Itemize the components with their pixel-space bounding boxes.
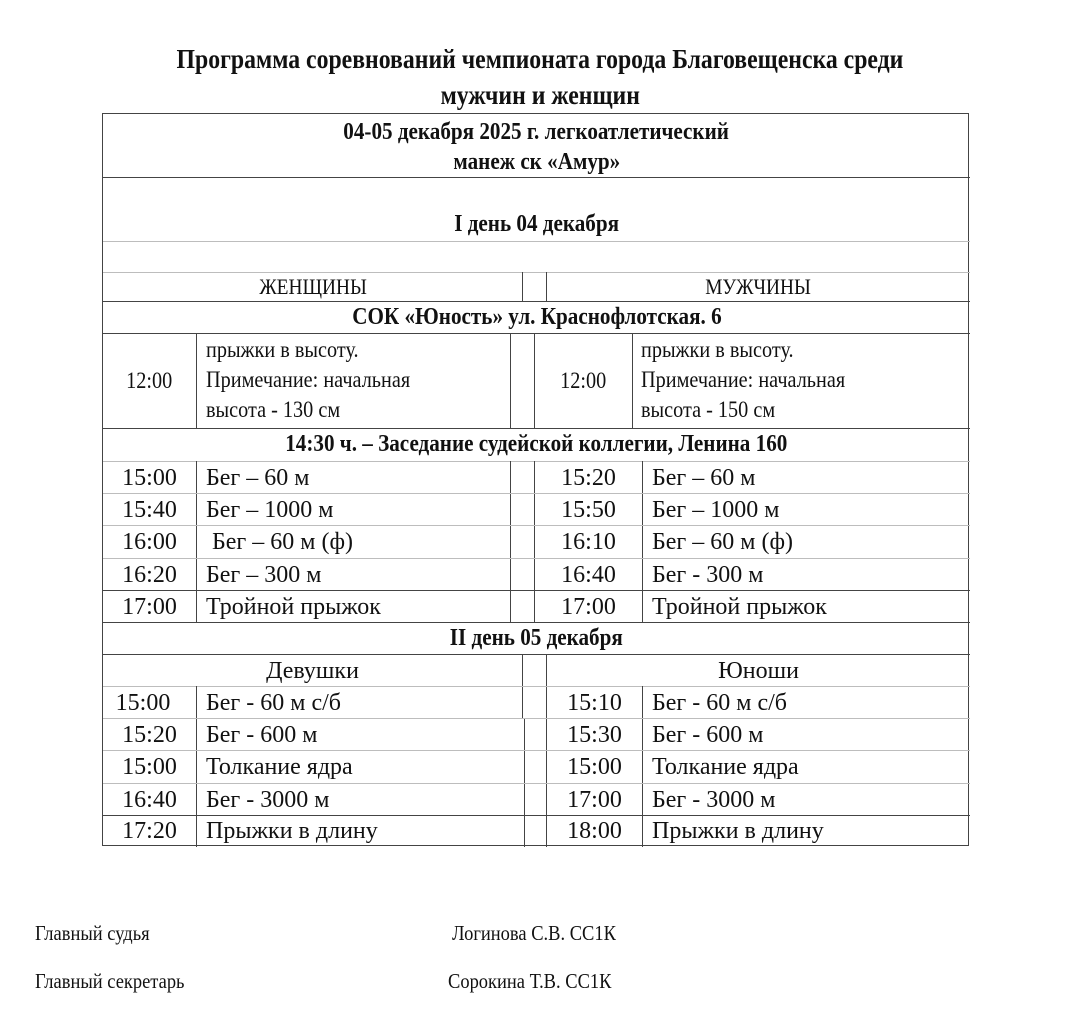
men-event: Тройной прыжок: [652, 593, 827, 620]
boys-time: 15:00: [567, 753, 622, 780]
girls-header: Девушки: [266, 657, 359, 684]
day1-heading: I день 04 декабря: [454, 210, 619, 237]
girls-time: 15:20: [122, 721, 177, 748]
title-line-1: Программа соревнований чемпионата города Благовещенска среди: [176, 44, 904, 74]
boys-event: Бег - 600 м: [652, 721, 764, 748]
boys-event: Бег - 60 м с/б: [652, 689, 787, 716]
boys-event: Толкание ядра: [652, 753, 799, 780]
women-event: Бег – 300 м: [206, 561, 322, 588]
chief-judge-name: Логинова С.В. СС1К: [452, 921, 616, 945]
men-event: Бег – 1000 м: [652, 496, 780, 523]
boys-event: Прыжки в длину: [652, 818, 824, 844]
women-time: 17:00: [122, 593, 177, 620]
girls-time: 15:00: [115, 689, 171, 716]
judges-meeting: 14:30 ч. – Заседание судейской коллегии, Ленина 160: [285, 431, 788, 457]
chief-judge-label: Главный судья: [35, 921, 150, 945]
girls-event: Бег - 60 м с/б: [206, 689, 341, 716]
title-line-2: мужчин и женщин: [440, 80, 640, 110]
date-venue-line-1: 04-05 декабря 2025 г. легкоатлетический: [343, 118, 730, 145]
women-time: 16:00: [122, 528, 177, 555]
boys-event: Бег - 3000 м: [652, 786, 776, 813]
boys-time: 18:00: [567, 818, 622, 844]
chief-secretary-name: Сорокина Т.В. СС1К: [448, 969, 612, 993]
men-header: МУЖЧИНЫ: [705, 274, 812, 299]
men-high-jump-event: прыжки в высоту. Примечание: начальная высота - 150 см: [641, 337, 846, 422]
women-time: 16:20: [122, 561, 177, 588]
women-event: Бег – 1000 м: [206, 496, 334, 523]
chief-secretary-label: Главный секретарь: [35, 969, 185, 993]
girls-time: 15:00: [122, 753, 177, 780]
women-event: Бег – 60 м: [206, 464, 310, 491]
boys-header: Юноши: [718, 657, 799, 684]
men-time: 15:50: [561, 496, 616, 523]
women-event: Бег – 60 м (ф): [206, 528, 353, 555]
girls-time: 16:40: [122, 786, 177, 813]
men-time: 15:20: [561, 464, 616, 491]
men-event: Бег – 60 м: [652, 464, 756, 491]
date-venue-line-2: манеж ск «Амур»: [453, 148, 620, 175]
women-high-jump-event: прыжки в высоту. Примечание: начальная высота - 130 см: [206, 337, 411, 422]
girls-event: Прыжки в длину: [206, 818, 378, 844]
boys-time: 15:30: [567, 721, 622, 748]
girls-event: Бег - 3000 м: [206, 786, 330, 813]
boys-time: 15:10: [567, 689, 622, 716]
women-header: ЖЕНЩИНЫ: [259, 274, 367, 299]
women-event: Тройной прыжок: [206, 593, 381, 620]
day1-venue: СОК «Юность» ул. Краснофлотская. 6: [351, 304, 722, 330]
women-high-jump-time: 12:00: [126, 367, 173, 393]
women-time: 15:40: [122, 496, 177, 523]
girls-event: Бег - 600 м: [206, 721, 318, 748]
girls-event: Толкание ядра: [206, 753, 353, 780]
women-time: 15:00: [122, 464, 177, 491]
document-title: [0, 41, 1080, 77]
men-event: Бег – 60 м (ф): [652, 528, 793, 555]
men-time: 16:10: [561, 528, 616, 555]
document-subtitle: [0, 77, 1080, 113]
girls-time: 17:20: [122, 818, 177, 844]
men-event: Бег - 300 м: [652, 561, 764, 588]
schedule-table: [102, 113, 969, 846]
boys-time: 17:00: [567, 786, 622, 813]
day2-heading: II день 05 декабря: [449, 625, 624, 651]
men-time: 17:00: [561, 593, 616, 620]
men-time: 16:40: [561, 561, 616, 588]
men-high-jump-time: 12:00: [560, 367, 607, 393]
